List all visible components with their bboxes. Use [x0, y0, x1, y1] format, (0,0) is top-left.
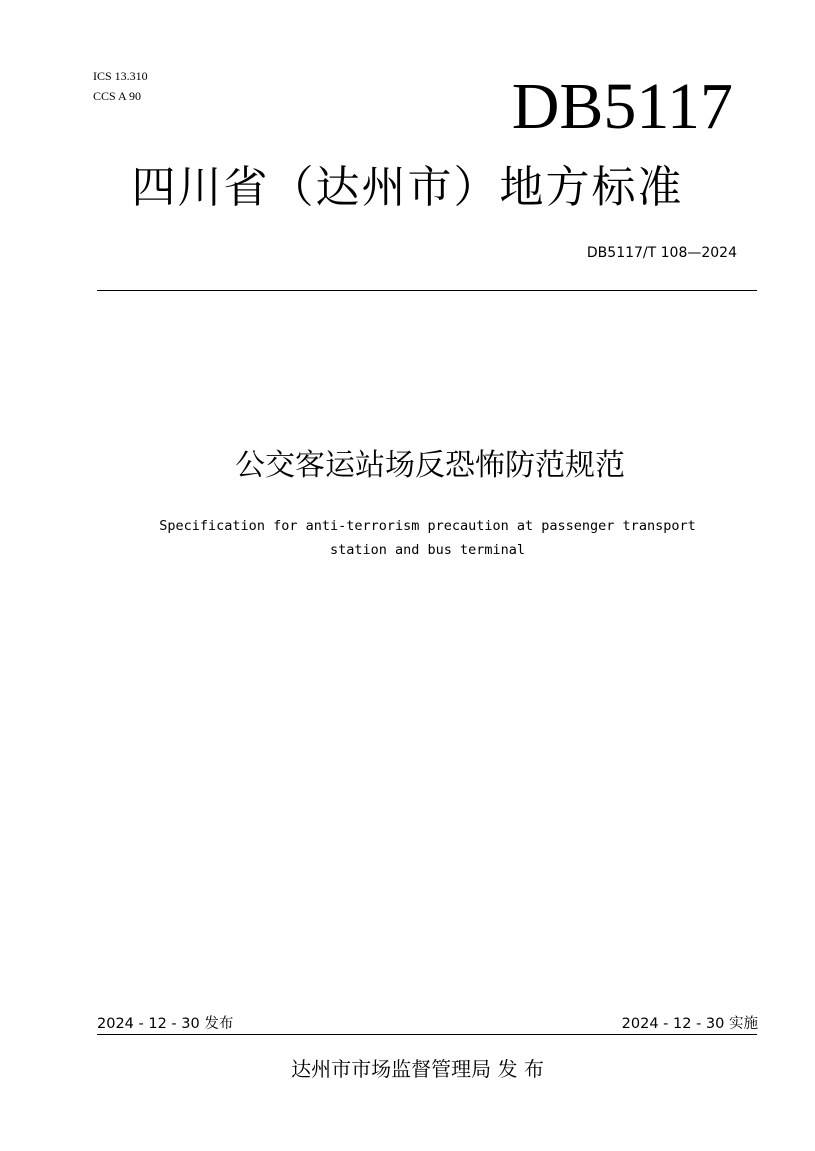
standard-category-title: 四川省（达州市）地方标准: [131, 162, 684, 213]
classification-codes: [93, 66, 148, 106]
standard-number: DB5117/T 108—2024: [586, 245, 737, 261]
ics-code: ICS 13.310: [93, 69, 148, 83]
implement-date: 2024 - 12 - 30 实施: [621, 1016, 758, 1032]
top-divider: [97, 290, 757, 291]
document-title-en-line1: Specification for anti-terrorism precaution at passenger transport: [159, 518, 696, 534]
document-title-cn: 公交客运站场反恐怖防范规范: [235, 448, 625, 483]
bottom-divider: [97, 1034, 757, 1035]
standard-code-large: DB5117: [511, 70, 733, 143]
publisher: 达州市市场监督管理局 发 布: [291, 1057, 544, 1081]
document-title-en: [0, 514, 815, 562]
ccs-code: CCS A 90: [93, 89, 142, 103]
issue-date: 2024 - 12 - 30 发布: [97, 1016, 234, 1032]
document-title-en-line2: station and bus terminal: [329, 542, 526, 558]
